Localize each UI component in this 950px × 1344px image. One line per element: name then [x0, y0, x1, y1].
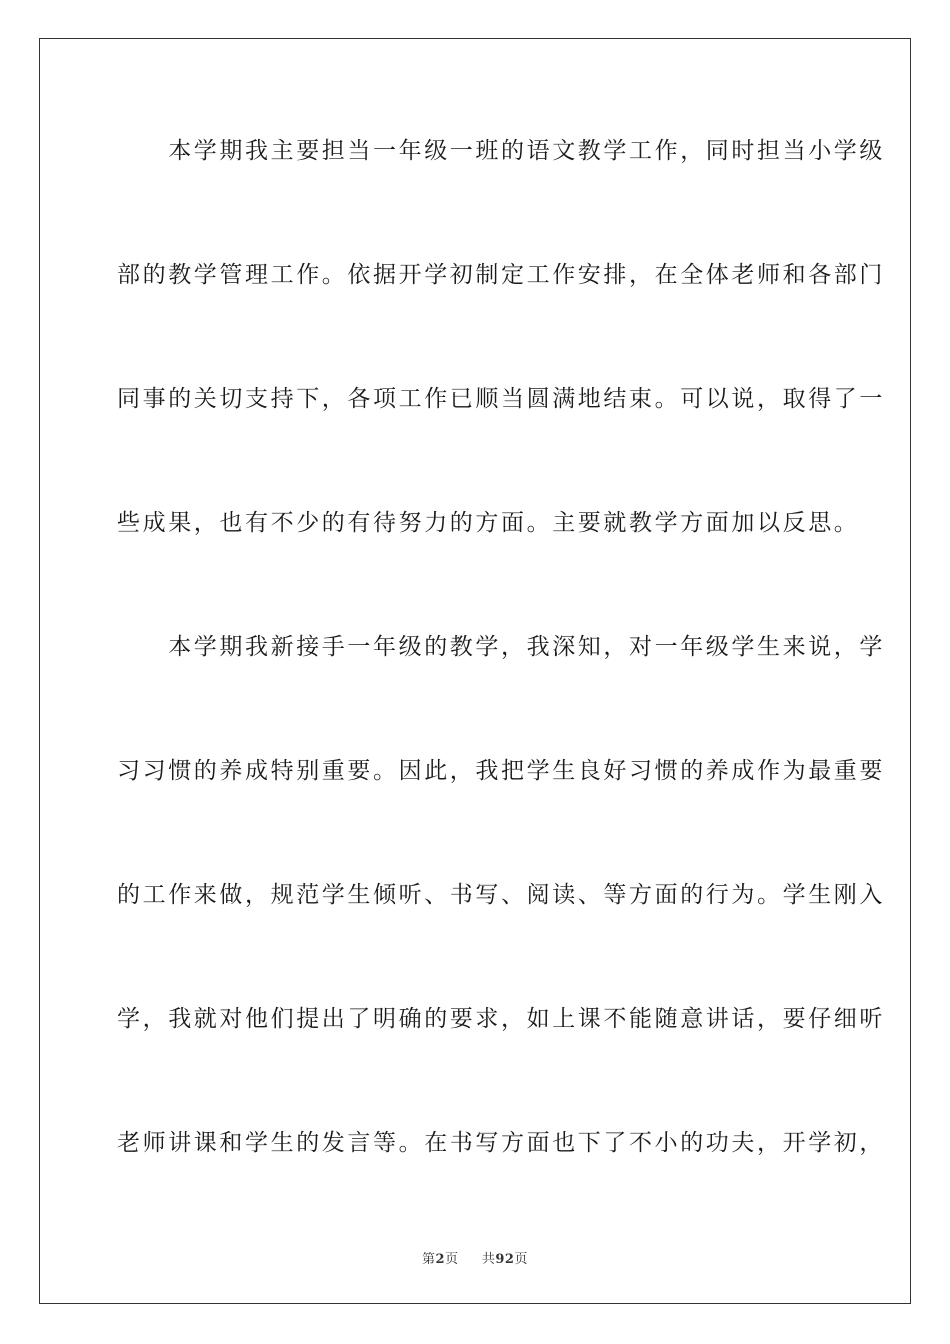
text-line: 部的教学管理工作。依据开学初制定工作安排，在全体老师和各部门 [117, 262, 885, 288]
page-number-footer [0, 1248, 950, 1267]
text-line: 习习惯的养成特别重要。因此，我把学生良好习惯的养成作为最重要 [117, 758, 885, 784]
text-line: 些成果，也有不少的有待努力的方面。主要就教学方面加以反思。 [117, 510, 860, 536]
text-line: 同事的关切支持下，各项工作已顺当圆满地结束。可以说，取得了一 [117, 386, 885, 412]
footer-page-unit: 页 [445, 1252, 459, 1267]
text-line: 的工作来做，规范学生倾听、书写、阅读、等方面的行为。学生刚入 [117, 882, 885, 908]
footer-total-unit: 页 [514, 1252, 528, 1267]
page-frame [39, 38, 911, 1304]
text-line: 本学期我主要担当一年级一班的语文教学工作，同时担当小学级 [117, 138, 885, 164]
text-line: 老师讲课和学生的发言等。在书写方面也下了不小的功夫，开学初， [117, 1130, 885, 1156]
footer-prefix: 第 [422, 1252, 436, 1267]
text-line: 本学期我新接手一年级的教学，我深知，对一年级学生来说，学 [117, 634, 885, 660]
footer-total-prefix: 共 [481, 1252, 496, 1267]
current-page-number: 2 [435, 1252, 446, 1267]
total-page-number: 92 [495, 1252, 515, 1267]
text-line: 学，我就对他们提出了明确的要求，如上课不能随意讲话，要仔细听 [117, 1006, 885, 1032]
